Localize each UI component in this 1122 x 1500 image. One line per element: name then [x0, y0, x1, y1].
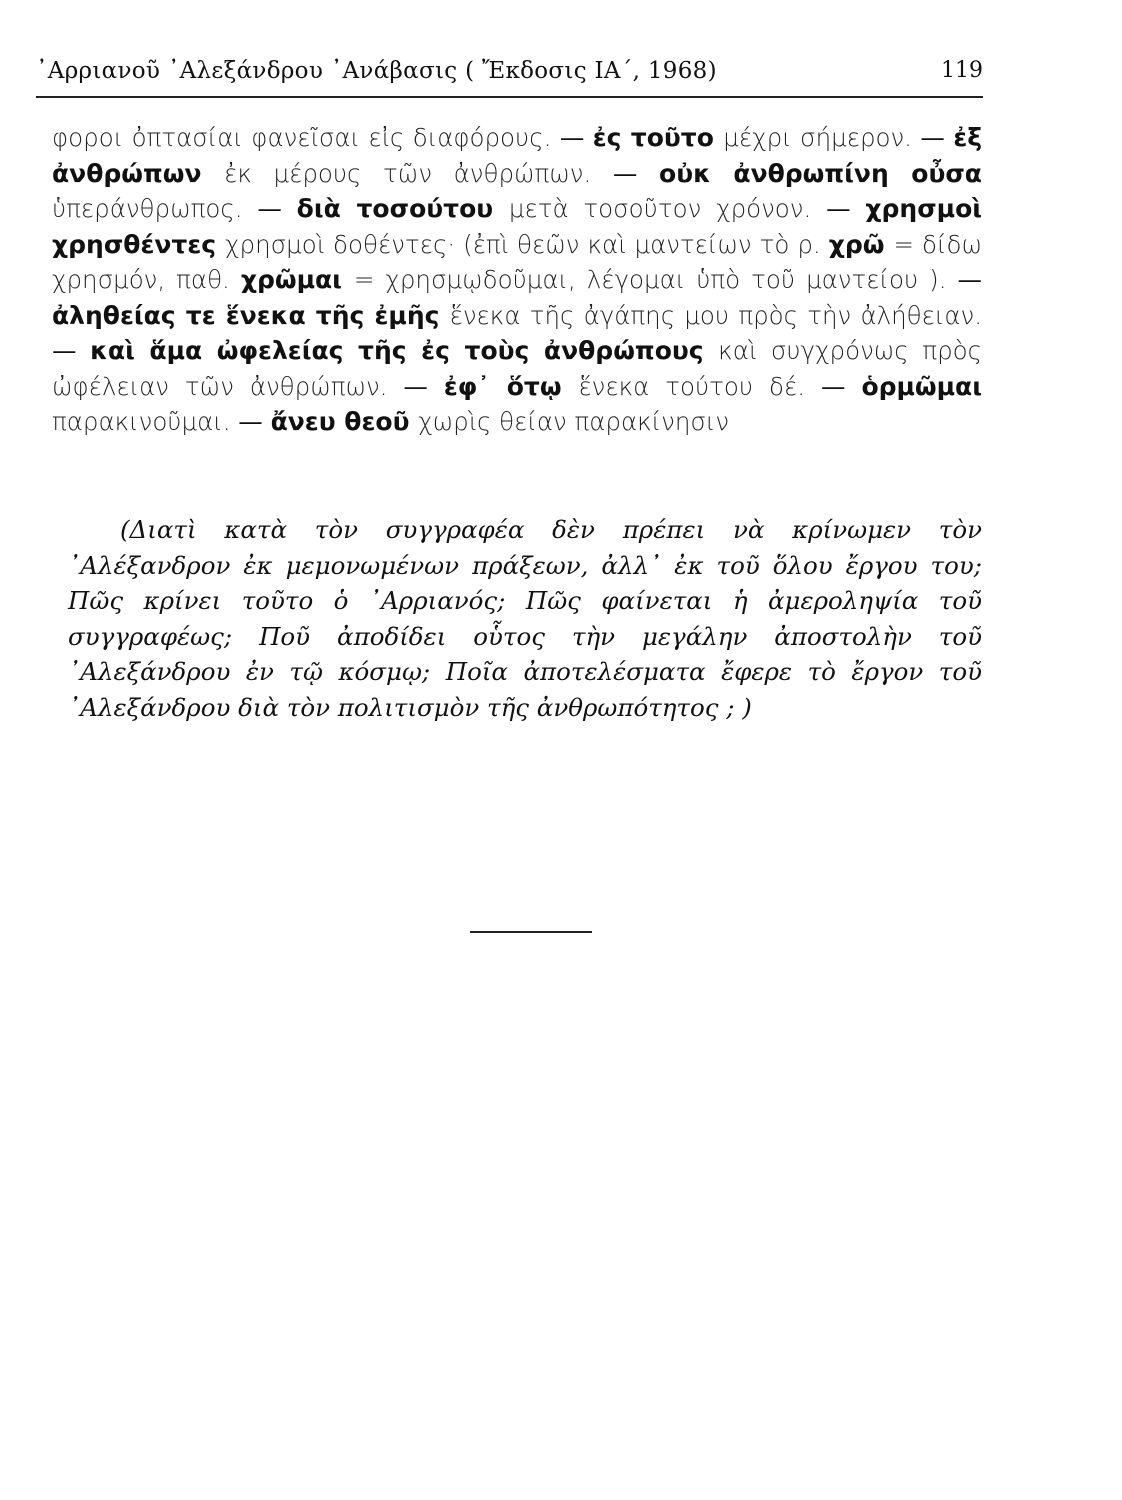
gloss-term: ἐξ ἀνθρώπων	[52, 123, 982, 188]
gloss-explanation: = χρησμῳδοῦμαι, λέγομαι ὑπὸ τοῦ μαντείου ).	[353, 265, 958, 294]
dash-separator: —	[257, 194, 297, 223]
dash-separator: —	[826, 194, 866, 223]
gloss-explanation: παρακινοῦμαι.	[52, 407, 239, 436]
gloss-explanation: = δίδω χρησμόν, παθ.	[52, 229, 982, 294]
dash-separator: —	[559, 123, 593, 152]
dash-separator: —	[238, 407, 271, 436]
dash-separator: —	[957, 265, 982, 294]
gloss-term: ὁρμῶμαι	[861, 371, 982, 401]
gloss-term: χρησμοὶ χρησθέντες	[52, 194, 982, 259]
gloss-explanation: ὑπεράνθρωπος.	[52, 194, 258, 223]
gloss-explanation: καὶ συγχρόνως πρὸς ὠφέλειαν τῶν ἀνθρώπων.	[52, 336, 982, 401]
book-title: ᾿Αρριανοῦ ᾿Αλεξάνδρου ᾿Ανάβασις ( Ἔκδοσις ΙΑ΄, 1968)	[36, 58, 717, 84]
gloss-explanation: φοροι ὀπτασίαι φανεῖσαι εἰς διαφόρους.	[52, 123, 560, 152]
glossary-paragraph	[52, 120, 982, 440]
gloss-explanation: ἐκ μέρους τῶν ἀνθρώπων.	[224, 158, 613, 188]
dash-separator: —	[403, 371, 444, 401]
gloss-explanation: χωρὶς θείαν παρακίνησιν	[418, 407, 730, 436]
gloss-term: χρῶ	[828, 229, 894, 259]
gloss-explanation: ἕνεκα τῆς ἀγάπης μου πρὸς τὴν ἀλήθειαν.	[449, 300, 982, 330]
gloss-term: καὶ ἅμα ὠφελείας τῆς ἐς τοὺς ἀνθρώπους	[90, 336, 719, 365]
dash-separator: —	[612, 158, 660, 188]
gloss-explanation: μετὰ τοσοῦτον χρόνον.	[508, 194, 827, 223]
gloss-explanation: μέχρι σήμερον.	[723, 123, 921, 152]
running-header	[36, 52, 983, 98]
gloss-explanation: χρησμοὶ δοθέντες· (ἐπὶ θεῶν καὶ μαντείων τὸ ρ.	[225, 229, 829, 259]
gloss-term: διὰ τοσούτου	[296, 194, 509, 223]
gloss-term: χρῶμαι	[240, 265, 354, 294]
gloss-term: οὐκ ἀνθρωπίνη οὖσα	[659, 158, 982, 188]
page-number: 119	[941, 58, 983, 83]
gloss-term: ἄνευ θεοῦ	[270, 407, 419, 436]
dash-separator: —	[821, 371, 862, 401]
gloss-term: ἀληθείας τε ἕνεκα τῆς ἐμῆς	[52, 300, 450, 330]
gloss-term: ἐφ᾿ ὅτῳ	[443, 371, 579, 401]
dash-separator: —	[920, 123, 954, 152]
gloss-term: ἐς τοῦτο	[592, 123, 724, 152]
dash-separator: —	[52, 336, 91, 365]
section-divider	[470, 931, 592, 933]
gloss-explanation: ἕνεκα τούτου δέ.	[578, 371, 822, 401]
study-question: (Διατὶ κατὰ τὸν συγγραφέα δὲν πρέπει νὰ κρίνωμεν τὸν ᾿Αλέξανδρον ἐκ μεμονωμένων πράξεων, ἀλλ᾿ ἐκ τοῦ ὅλου ἔργου του; Πῶς κρίνει τοῦτο ὁ ᾿Αρριανός; Πῶς φαίνεται ἡ ἀμεροληψία τοῦ συγγραφέως; Ποῦ ἀποδίδει οὗτος τὴν μεγάλην ἀποστολὴν τοῦ ᾿Αλεξάνδρου ἐν τῷ κόσμῳ; Ποῖα ἀποτελέσματα ἔφερε τὸ ἔργον τοῦ ᾿Αλεξάνδρου διὰ τὸν πολιτισμὸν τῆς ἀνθρωπότητος ; )	[68, 515, 982, 722]
